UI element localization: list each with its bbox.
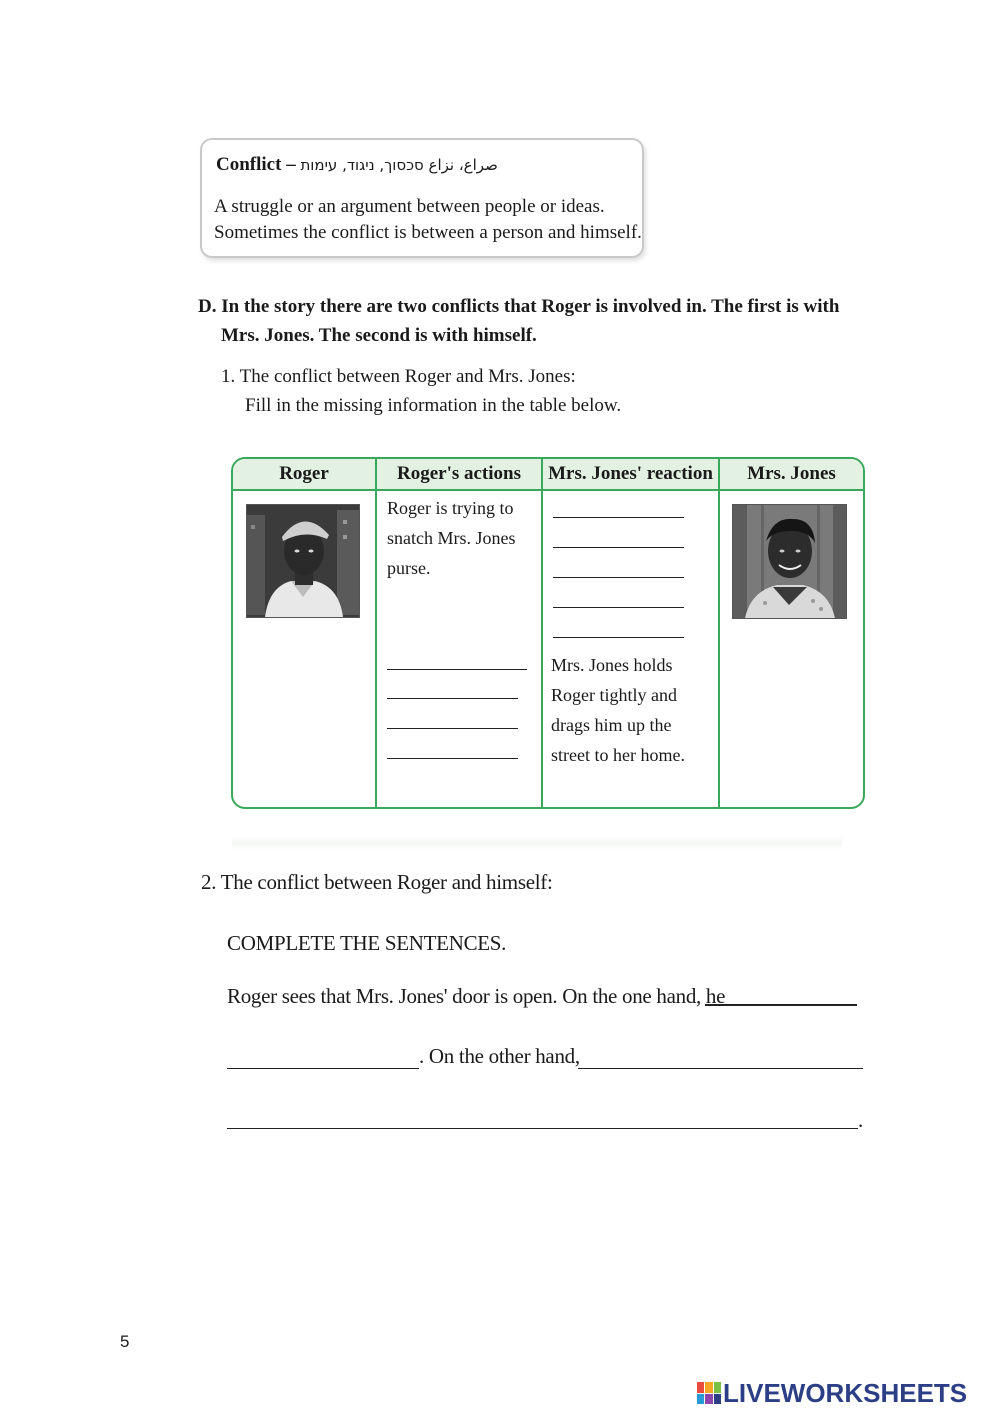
section-d-line-1: D. In the story there are two conflicts that Roger is involved in. The first is with [198, 296, 840, 317]
roger-action-blank-1[interactable] [387, 669, 527, 670]
header-mrs-jones-reaction: Mrs. Jones' reaction [543, 459, 718, 491]
question-1-instruction: Fill in the missing information in the table below. [245, 395, 622, 416]
definition-hebrew: סכסוך, ניגוד, עימות [300, 156, 424, 174]
reaction-blank-4[interactable] [553, 607, 684, 608]
roger-action-line-2: snatch Mrs. Jones [387, 528, 516, 548]
question-2-title: 2. The conflict between Roger and himself: [201, 870, 553, 894]
header-rogers-actions: Roger's actions [377, 459, 541, 491]
reaction-blank-1[interactable] [553, 517, 684, 518]
roger-action-blank-3[interactable] [387, 728, 518, 729]
reaction-line-3: drags him up the [551, 715, 672, 735]
divider [232, 836, 842, 850]
mrs-jones-portrait-image [733, 505, 846, 618]
conflict-table [231, 457, 865, 809]
sentence-blank-2[interactable] [227, 1068, 419, 1069]
section-d-line-2: Mrs. Jones. The second is with himself. [221, 325, 537, 346]
definition-title [216, 154, 498, 176]
sentence-start: Roger sees that Mrs. Jones' door is open. On the one hand, he [227, 984, 726, 1008]
column-divider [541, 459, 543, 807]
definition-dash: – [286, 154, 296, 175]
question-2-instruction: COMPLETE THE SENTENCES. [227, 931, 507, 955]
mrs-jones-photo [732, 504, 847, 619]
roger-portrait-image [247, 505, 359, 617]
reaction-blank-2[interactable] [553, 547, 684, 548]
definition-box [200, 138, 644, 258]
roger-photo [246, 504, 360, 618]
roger-action-line-1: Roger is trying to [387, 498, 514, 518]
sentence-mid: . On the other hand, [419, 1044, 580, 1068]
liveworksheets-wordmark: LIVEWORKSHEETS [723, 1377, 968, 1408]
column-divider [375, 459, 377, 807]
definition-line-2: Sometimes the conflict is between a person and himself. [214, 222, 642, 243]
liveworksheets-logo [697, 1377, 968, 1408]
page-number: 5 [120, 1332, 130, 1351]
header-mrs-jones: Mrs. Jones [720, 459, 863, 491]
sentence-end-period: . [858, 1108, 863, 1132]
reaction-line-4: street to her home. [551, 745, 685, 765]
roger-action-blank-4[interactable] [387, 758, 518, 759]
sentence-blank-1[interactable] [705, 1004, 857, 1006]
definition-line-1: A struggle or an argument between people or ideas. [214, 196, 605, 217]
reaction-line-2: Roger tightly and [551, 685, 677, 705]
roger-action-blank-2[interactable] [387, 698, 518, 699]
roger-action-line-3: purse. [387, 558, 431, 578]
liveworksheets-logo-icon [697, 1382, 721, 1404]
reaction-line-1: Mrs. Jones holds [551, 655, 673, 675]
definition-term: Conflict [216, 154, 282, 175]
reaction-blank-5[interactable] [553, 637, 684, 638]
question-1-title: 1. The conflict between Roger and Mrs. Jones: [221, 366, 576, 387]
definition-arabic: صراع، نزاع [428, 156, 498, 174]
column-divider [718, 459, 720, 807]
header-roger: Roger [233, 459, 375, 491]
sentence-blank-3[interactable] [578, 1068, 863, 1069]
reaction-blank-3[interactable] [553, 577, 684, 578]
sentence-blank-4[interactable] [227, 1128, 858, 1129]
